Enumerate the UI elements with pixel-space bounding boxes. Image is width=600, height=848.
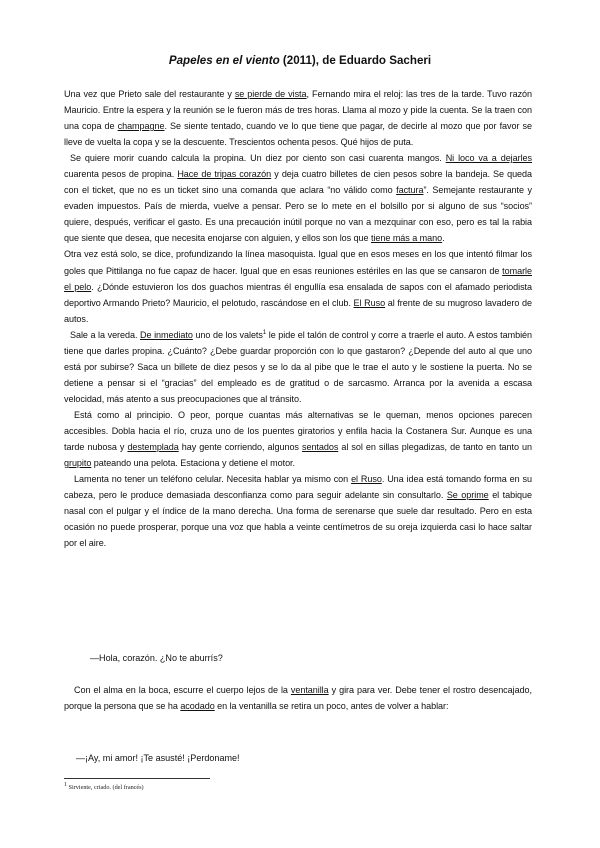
text-run: Lamenta no tener un teléfono celular. Necesita hablar ya mismo con	[74, 474, 352, 485]
underlined-phrase: sentados	[301, 442, 339, 453]
underlined-phrase: champagne	[117, 121, 165, 132]
footnote-divider	[64, 778, 210, 779]
footnote-text: Sirviente, criado. (del francés)	[67, 784, 144, 791]
underlined-phrase: Hace de tripas corazón	[177, 169, 272, 180]
underlined-phrase: Ni loco va a dejarles	[445, 153, 532, 164]
text-run: . Una idea está tomando forma en su cabeza, pero le produce demasiada desconfianza como para seguir adelante sin consultarlo.	[64, 474, 532, 501]
underlined-phrase: se pierde de vista	[234, 89, 307, 99]
footnote	[64, 781, 144, 791]
text-run: , Fernando mira el reloj: las tres de la tarde. Tuvo razón Mauricio. Entre la espera y la reunión se le fueron más de tres horas. Llama al mozo y pide la cuenta. Se la traen con una copa de	[64, 89, 532, 132]
text-run: Una vez que Prieto sale del restaurante y	[64, 89, 235, 99]
text-run: hay gente corriendo, algunos	[178, 442, 302, 453]
text-run: al frente de su mugroso lavadero de autos.	[64, 297, 532, 324]
text-run: le pide el talón de control y corre a traerle el auto. A estos también tiene que darles propina. ¿Cuánto? ¿Debe guardar proporción con lo que gastaron? ¿Depende del auto al que uno está por subirse? Saca un billete de diez pesos y se lo da al pibe que le trae el auto y le sostiene la puerta. No se detiene a pensar si el “gracias” del empleado es de gratitud o de sarcasmo. Arranca por la avenida a escasa velocidad, más atento a sus preocupaciones que al tránsito.	[64, 329, 533, 404]
text-run: Se quiere morir cuando calcula la propina. Un diez por ciento son casi cuarenta mangos.	[70, 153, 446, 164]
paragraph-3	[64, 246, 532, 326]
work-title: Papeles en el viento	[168, 54, 280, 67]
dialogue-line-2: —¡Ay, mi amor! ¡Te asusté! ¡Perdoname!	[76, 753, 240, 763]
underlined-phrase: De inmediato	[140, 329, 193, 340]
text-run: cuarenta pesos de propina.	[64, 169, 178, 180]
text-run: ”. Semejante restaurante y evaden impuestos. País de mierda, vuelve a pensar. Pero se lo mete en el bolsillo por si alguno de sus “socios” quiere, después, verificar el gasto. Es una precaución inútil porque no van a mezquinar con eso, pero es tal la rabia que siente que desea, que necesita enojarse con alguien, y ellos son los que	[64, 185, 532, 244]
underlined-phrase: el Ruso	[351, 474, 382, 485]
dialogue-line-1: —Hola, corazón. ¿No te aburrís?	[90, 653, 223, 663]
paragraph-1	[64, 86, 532, 150]
text-run: Está como al principio. O peor, porque cuantas más alternativas se le queman, menos opciones parecen accesibles. Dobla hacia el río, cruza uno de los puentes giratorios y enfila hacia la Costanera Sur. Aunque es una tarde nubosa y	[64, 409, 532, 453]
paragraph-7	[64, 682, 532, 714]
paragraph-2	[64, 150, 532, 246]
underlined-phrase: factura	[396, 185, 424, 196]
text-run: pateando una pelota. Estaciona y detiene el motor.	[91, 458, 295, 469]
text-run: .	[442, 233, 445, 244]
text-run: . ¿Dónde estuvieron los dos guachos mientras él engullía esa ensalada de sapos con el afamado periodista deportivo Armando Prieto? Mauricio, el pelotudo, rascándose en el club.	[64, 281, 532, 308]
text-run: Con el alma en la boca, escurre el cuerpo lejos de la	[74, 685, 291, 695]
text-run: . Se siente tentado, cuando ve lo que tiene que pagar, de decirle al mozo que por favor se lleve de vuelta la copa y se la descuente. Trescientos ochenta pesos. Qué hijos de puta.	[64, 121, 532, 148]
document-title	[0, 54, 600, 67]
underlined-phrase: tiene más a mano	[370, 233, 443, 244]
title-rest: (2011), de Eduardo Sacheri	[279, 54, 432, 67]
text-run: en la ventanilla se retira un poco, antes de volver a hablar:	[214, 701, 449, 712]
underlined-phrase: El Ruso	[353, 297, 386, 308]
paragraph-6	[64, 471, 532, 551]
footnote-number: 1	[64, 781, 67, 788]
text-run: uno de los valets	[192, 329, 263, 340]
footnote-marker: 1	[262, 329, 267, 336]
underlined-phrase: tomarle el pelo	[64, 265, 532, 292]
paragraph-4	[64, 327, 532, 407]
text-run: Otra vez está solo, se dice, profundizando la línea masoquista. Igual que en esos meses en los que intentó filmar los goles que Pittilanga no fue capaz de hacer. Igual que en esas reuniones estériles en las que se cansaron de	[64, 249, 532, 276]
text-run: el tabique nasal con el pulgar y el índice de la mano derecha. Una forma de serenarse que suele dar resultado. Pero en esta ocasión no puede prosperar, porque una voz que habla a veinte centímetros de su oreja izquierda casi lo hace saltar por el aire.	[64, 490, 532, 549]
text-run: Sale a la vereda.	[70, 329, 141, 340]
underlined-phrase: acodado	[180, 701, 215, 712]
underlined-phrase: ventanilla	[290, 685, 329, 695]
text-run: al sol en sillas plegadizas, de tanto en tanto un	[338, 442, 533, 453]
underlined-phrase: Se oprime	[446, 490, 489, 501]
underlined-phrase: grupito	[64, 458, 92, 469]
main-text	[64, 86, 532, 551]
paragraph-5	[64, 407, 532, 471]
text-run: y gira para ver. Debe tener el rostro desencajado, porque la persona que se ha	[64, 685, 532, 712]
underlined-phrase: destemplada	[127, 442, 179, 453]
text-run: y deja cuatro billetes de cien pesos sobre la bandeja. Se queda con el ticket, que no es un ticket sino una comanda que aclara “no válido como	[64, 169, 532, 196]
